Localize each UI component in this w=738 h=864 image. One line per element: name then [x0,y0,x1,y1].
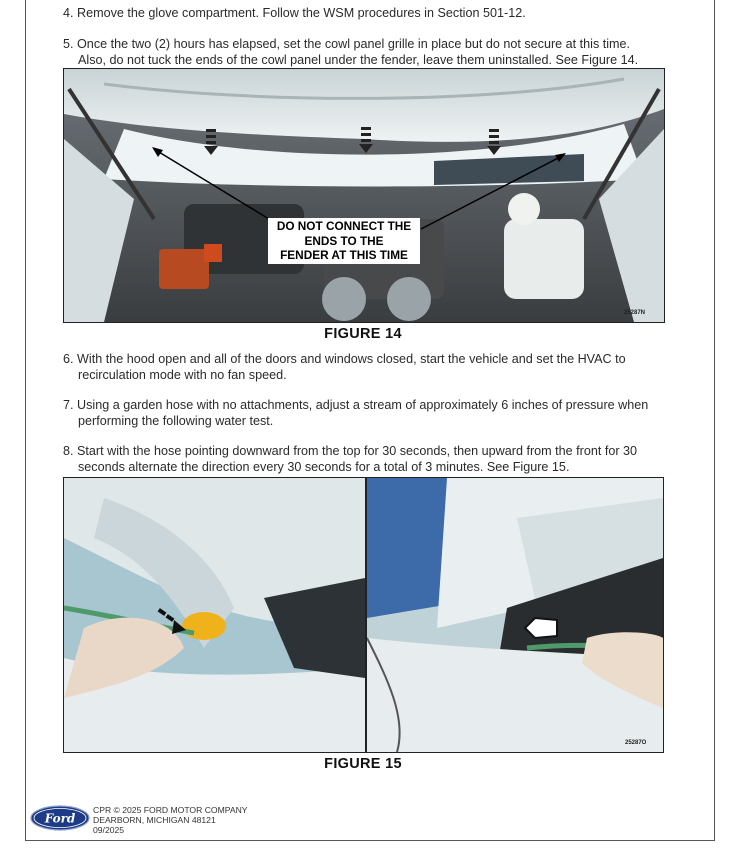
figure-15-part-id: 25287O [625,740,647,746]
hose-spray-top-illustration [64,478,365,752]
step-text-continuation: seconds alternate the direction every 30 seconds for a total of 3 minutes. See Figure 15. [78,460,570,474]
step-text-continuation: recirculation mode with no fan speed. [78,368,287,382]
step-8 [63,443,673,475]
footer-line-1: CPR © 2025 FORD MOTOR COMPANY [93,805,248,815]
footer-line-3: 09/2025 [93,825,125,835]
figure-15-left-photo [63,477,366,753]
step-text: With the hood open and all of the doors and windows closed, start the vehicle and set the HVAC to [77,352,626,366]
step-number: 7. [63,398,74,412]
page-border-bottom [25,840,715,841]
step-6 [63,351,673,383]
step-text-continuation: Also, do not tuck the ends of the cowl panel under the fender, leave them uninstalled. See Figure 14. [78,53,639,67]
footer-copyright [93,805,248,835]
figure-14-caption: FIGURE 14 [324,326,402,342]
page-border-left [25,0,26,840]
step-text: Using a garden hose with no attachments, adjust a stream of approximately 6 inches of pressure when [77,398,649,412]
figure-14-part-id: 25287N [624,310,646,316]
figure-15-caption: FIGURE 15 [324,756,402,772]
step-text-continuation: performing the following water test. [78,414,274,428]
step-5 [63,36,673,68]
callout-line-1: DO NOT CONNECT THE [276,219,412,233]
figure-14-photo [63,68,665,323]
engine-bay-illustration [64,69,664,322]
step-number: 6. [63,352,74,366]
hose-spray-front-illustration [367,478,663,752]
step-text: Once the two (2) hours has elapsed, set the cowl panel grille in place but do not secure at this time. [77,37,631,51]
figure-14-callout [268,218,420,264]
page-border-right [714,0,715,840]
step-number: 4. [63,6,74,20]
step-number: 5. [63,37,74,51]
step-text: Start with the hose pointing downward from the top for 30 seconds, then upward from the front for 30 [77,444,638,458]
step-7 [63,397,673,429]
step-text: Remove the glove compartment. Follow the WSM procedures in Section 501-12. [77,6,526,20]
ford-logo [30,805,90,836]
footer-line-2: DEARBORN, MICHIGAN 48121 [93,815,216,825]
callout-line-3: FENDER AT THIS TIME [280,248,408,262]
callout-line-2: ENDS TO THE [304,233,384,248]
step-4 [63,5,673,21]
step-number: 8. [63,444,74,458]
figure-15-right-photo [366,477,664,753]
svg-text:Ford: Ford [44,811,76,826]
